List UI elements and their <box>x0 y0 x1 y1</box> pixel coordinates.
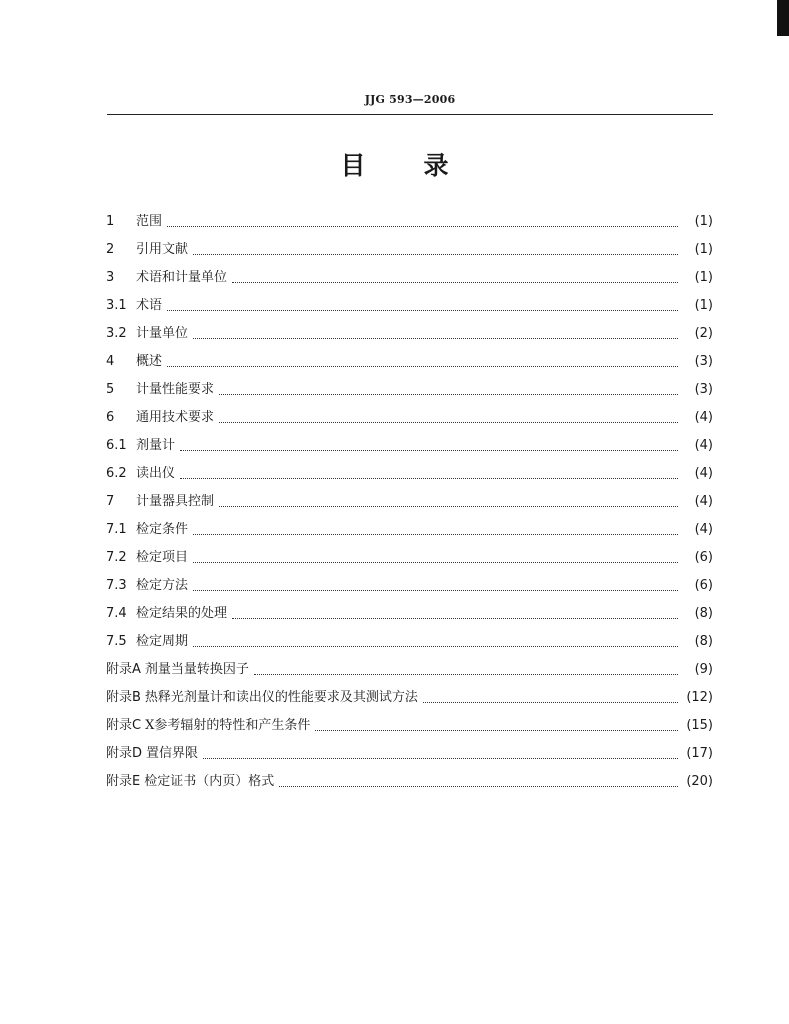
toc-entry[interactable] <box>106 292 713 320</box>
toc-entry-page: (1) <box>694 214 713 229</box>
document-code-header: JJG 593—2006 <box>364 93 456 106</box>
toc-dot-leader <box>193 590 678 591</box>
toc-entry-number: 7.2 <box>106 550 127 565</box>
toc-entry-number: 3 <box>106 270 115 285</box>
toc-entry-label: 检定结果的处理 <box>136 606 228 621</box>
toc-entry-page: (3) <box>694 354 713 369</box>
toc-entry-number: 7.3 <box>106 578 127 593</box>
toc-entry-number: 6 <box>106 410 115 425</box>
toc-entry-number: 6.2 <box>106 466 127 481</box>
toc-entry-number: 4 <box>106 354 115 369</box>
toc-entry-page: (6) <box>694 550 713 565</box>
toc-entry-page: (9) <box>694 662 713 677</box>
toc-entry-label: 通用技术要求 <box>136 410 215 425</box>
toc-dot-leader <box>219 394 678 395</box>
toc-entry-number: 附录E <box>106 774 141 789</box>
toc-entry[interactable] <box>106 600 713 628</box>
toc-entry-label: 检定周期 <box>136 634 189 649</box>
toc-entry-page: (1) <box>694 242 713 257</box>
toc-entry-label: 检定方法 <box>136 578 189 593</box>
toc-entry[interactable] <box>106 320 713 348</box>
toc-entry-label: 置信界限 <box>146 746 199 761</box>
toc-entry-number: 7.5 <box>106 634 127 649</box>
toc-entry-number: 附录A <box>106 662 141 677</box>
toc-dot-leader <box>180 478 678 479</box>
toc-dot-leader <box>203 758 678 759</box>
toc-dot-leader <box>193 338 678 339</box>
toc-entry-number: 6.1 <box>106 438 127 453</box>
page-title <box>0 146 789 182</box>
header-divider <box>107 114 713 115</box>
toc-entry-number: 附录C <box>106 718 142 733</box>
toc-entry-label: 术语 <box>136 298 163 313</box>
toc-dot-leader <box>167 226 678 227</box>
toc-entry[interactable] <box>106 236 713 264</box>
toc-entry-label: 剂量计 <box>136 438 176 453</box>
toc-entry-number: 7.1 <box>106 522 127 537</box>
toc-entry-page: (4) <box>694 494 713 509</box>
toc-entry-number: 3.1 <box>106 298 127 313</box>
toc-entry-label: 概述 <box>136 354 163 369</box>
toc-dot-leader <box>193 562 678 563</box>
page-edge-mark <box>777 0 789 36</box>
toc-entry[interactable] <box>106 628 713 656</box>
toc-entry[interactable] <box>106 684 713 712</box>
toc-entry-page: (6) <box>694 578 713 593</box>
toc-entry-label: 计量单位 <box>136 326 189 341</box>
toc-dot-leader <box>167 366 678 367</box>
toc-dot-leader <box>232 618 678 619</box>
toc-entry-number: 5 <box>106 382 115 397</box>
toc-entry[interactable] <box>106 376 713 404</box>
toc-entry-page: (4) <box>694 410 713 425</box>
toc-dot-leader <box>219 422 678 423</box>
toc-entry-page: (2) <box>694 326 713 341</box>
toc-entry-page: (1) <box>694 298 713 313</box>
toc-dot-leader <box>232 282 678 283</box>
toc-entry-page: (4) <box>694 522 713 537</box>
toc-entry-label: 检定证书（内页）格式 <box>144 774 275 789</box>
toc-entry-label: 术语和计量单位 <box>136 270 228 285</box>
toc-entry-number: 7 <box>106 494 115 509</box>
toc-entry[interactable] <box>106 208 713 236</box>
toc-entry-page: (4) <box>694 438 713 453</box>
toc-dot-leader <box>193 254 678 255</box>
toc-entry-page: (3) <box>694 382 713 397</box>
toc-dot-leader <box>254 674 678 675</box>
toc-entry-label: 范围 <box>136 214 163 229</box>
toc-entry[interactable] <box>106 404 713 432</box>
toc-entry-label: 热释光剂量计和读出仪的性能要求及其测试方法 <box>144 690 418 705</box>
toc-entry[interactable] <box>106 656 713 684</box>
toc-entry-number: 附录D <box>106 746 143 761</box>
toc-entry-page: (4) <box>694 466 713 481</box>
toc-entry-number: 1 <box>106 214 115 229</box>
toc-entry-page: (12) <box>686 690 713 705</box>
toc-entry-label: 读出仪 <box>136 466 176 481</box>
toc-dot-leader <box>423 702 678 703</box>
table-of-contents <box>106 208 713 796</box>
toc-dot-leader <box>180 450 678 451</box>
toc-entry-page: (20) <box>686 774 713 789</box>
toc-entry[interactable] <box>106 544 713 572</box>
toc-entry-page: (8) <box>694 606 713 621</box>
toc-entry[interactable] <box>106 516 713 544</box>
toc-entry[interactable] <box>106 348 713 376</box>
toc-entry[interactable] <box>106 712 713 740</box>
toc-entry-label: X参考辐射的特性和产生条件 <box>145 718 311 733</box>
toc-entry-label: 检定项目 <box>136 550 189 565</box>
toc-entry[interactable] <box>106 264 713 292</box>
title-char-2: 录 <box>423 151 449 180</box>
toc-entry-page: (15) <box>686 718 713 733</box>
toc-entry-number: 2 <box>106 242 115 257</box>
toc-entry-page: (8) <box>694 634 713 649</box>
toc-entry-label: 引用文献 <box>136 242 189 257</box>
toc-dot-leader <box>279 786 678 787</box>
toc-entry-label: 剂量当量转换因子 <box>144 662 249 677</box>
toc-entry-number: 7.4 <box>106 606 127 621</box>
toc-dot-leader <box>167 310 678 311</box>
toc-dot-leader <box>193 646 678 647</box>
toc-dot-leader <box>219 506 678 507</box>
toc-entry-number: 附录B <box>106 690 141 705</box>
toc-entry[interactable] <box>106 768 713 796</box>
toc-entry-label: 计量器具控制 <box>136 494 215 509</box>
toc-entry-label: 计量性能要求 <box>136 382 215 397</box>
toc-dot-leader <box>315 730 678 731</box>
toc-entry[interactable] <box>106 572 713 600</box>
title-char-1: 目 <box>340 151 366 180</box>
toc-entry-page: (1) <box>694 270 713 285</box>
toc-entry-page: (17) <box>686 746 713 761</box>
toc-entry[interactable] <box>106 432 713 460</box>
toc-entry[interactable] <box>106 488 713 516</box>
toc-entry-label: 检定条件 <box>136 522 189 537</box>
toc-entry[interactable] <box>106 740 713 768</box>
toc-entry[interactable] <box>106 460 713 488</box>
toc-entry-number: 3.2 <box>106 326 127 341</box>
toc-dot-leader <box>193 534 678 535</box>
